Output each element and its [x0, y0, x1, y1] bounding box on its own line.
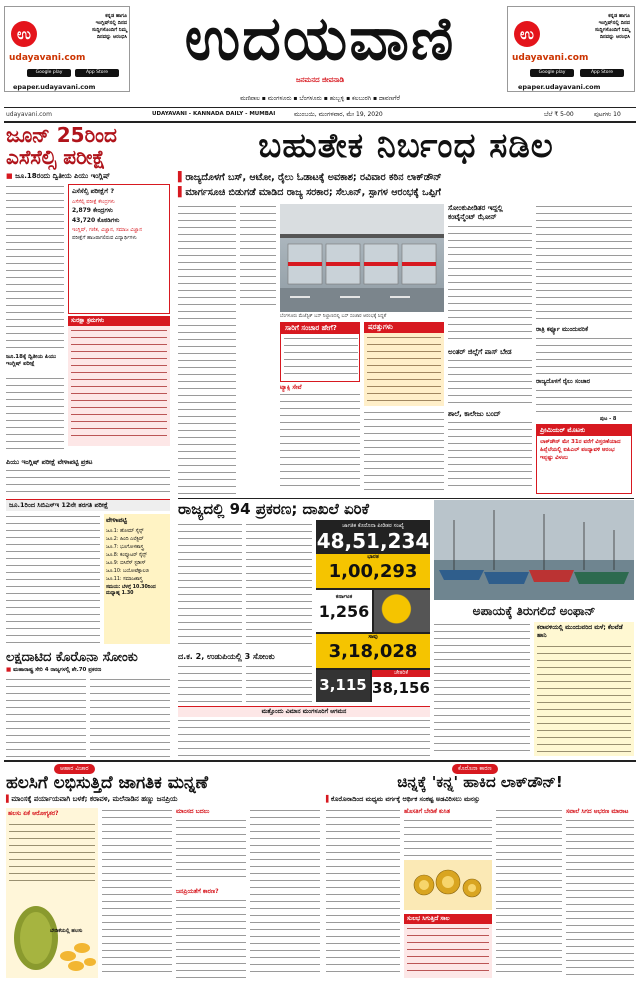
containment-headline: ಸೋಂಕುಪೀಡಿತರ ಇದ್ದಲ್ಲಿ ಕಂಟೈನ್ಮೆಂಟ್ ಝೋನ್	[448, 204, 503, 221]
jackfruit-subhead-text: ಮಾಂಸಕ್ಕೆ ಪರ್ಯಾಯವಾಗಿ ಬಳಕೆ; ಕರಾವಳಿ, ಮಲೆನಾಡಿನ ಹಣ್ಣು ಜನಪ್ರಿಯ	[11, 795, 178, 803]
exam-box-title: ಎಸೆಸೆಲ್ಸಿ ಪರೀಕ್ಷೆಗೆ ?	[72, 187, 115, 195]
dk-udupi-headline: ದ.ಕ. 2, ಉಡುಪಿಯಲ್ಲಿ 3 ಸೋಂಕು	[178, 652, 275, 661]
recovered-label: ಚೇತರಿಕೆ	[372, 670, 430, 677]
ad-line: ಸುದ್ದಿಗಳೊಂದಿಗೆ ನಿಮ್ಮ	[594, 27, 630, 33]
gold-body-4	[566, 818, 634, 978]
google-play-button[interactable]: Google play	[530, 69, 574, 77]
india-cases: 1,00,293	[328, 561, 418, 582]
ad-line: ದಿನವನ್ನು ಆರಂಭಿಸಿ	[96, 34, 127, 40]
cyclone-body-1	[434, 622, 530, 756]
cbse-strip: ಜೂ.1ರಿಂದ ಸಿಬಿಎಸ್‌ಇ 12ನೇ ತರಗತಿ ಪರೀಕ್ಷೆ	[6, 499, 170, 511]
schedule-item: ಜೂ.9: ಬಿಸಿನೆಸ್ ಸ್ಟಡೀಸ್	[106, 561, 146, 566]
recovered-box	[372, 670, 430, 702]
ad-brand: udayavani.com	[512, 53, 589, 63]
exam-subhead-text: ಜೂ.18ರಂದು ದ್ವಿತೀಯ ಪಿಯು ಇಂಗ್ಲಿಷ್	[15, 172, 111, 180]
bus-station-illustration	[280, 204, 444, 312]
loan-body	[407, 926, 489, 976]
udayavani-logo-icon: ಉ	[11, 21, 37, 47]
exam-box-item: 2,879 ಕೇಂದ್ರಗಳು	[72, 207, 113, 214]
india-headline: ಲಕ್ಷದಾಟಿದ ಕೊರೊನಾ ಸೋಂಕು	[6, 650, 138, 665]
flight-body	[178, 718, 430, 758]
ad-line: ಕನ್ನಡ ಹಾಗೂ	[105, 13, 127, 19]
covid-headline: ರಾಜ್ಯದಲ್ಲಿ 94 ಪ್ರಕರಣ; ದಾಖಲೆ ಏರಿಕೆ	[178, 500, 369, 518]
premier-box	[536, 424, 632, 494]
schedule-item: ಜೂ.1: ಹೋಮ್ ಸೈನ್ಸ್	[106, 529, 144, 534]
india-body-1	[6, 677, 86, 757]
boats-illustration	[434, 500, 634, 600]
safety-list	[71, 328, 167, 442]
schedule-item: ಜೂ.10: ಬಯೋಟೆಕ್ನಾಲಜಿ	[106, 569, 149, 574]
health-box	[6, 808, 98, 978]
premier-title: ಪ್ರೀಮಿಯರ್ ಮೊಟಕು	[537, 425, 631, 436]
safety-title: ಸುರಕ್ಷಾ ಕ್ರಮಗಳು	[68, 316, 170, 326]
gold-photo	[404, 860, 492, 910]
conditions-box	[364, 322, 444, 406]
right-ad[interactable]	[507, 6, 635, 92]
coastal-box	[534, 622, 634, 756]
app-store-button[interactable]: App Store	[75, 69, 119, 77]
red-bar-icon: ▌	[178, 187, 186, 198]
food-tag: ಆಹಾರ ವಿಚಾರ	[54, 764, 95, 774]
covid-counter	[316, 520, 430, 702]
gold-body-3	[496, 808, 562, 978]
india-body-2	[90, 677, 170, 757]
india-deaths-box	[316, 670, 370, 702]
schedule-item: ಜೂ.8: ಕಂಪ್ಯೂಟರ್ ಸೈನ್ಸ್	[106, 553, 147, 558]
conditions-box-title: ಷರತ್ತುಗಳು	[364, 322, 444, 333]
taxi-title: ಟ್ಯಾಕ್ಸಿ ಸೇವೆ	[280, 384, 302, 391]
containment-body	[448, 224, 532, 344]
interdistrict-body	[448, 358, 532, 408]
meat-body	[176, 818, 246, 882]
ad-line: ದಿನವನ್ನು ಆರಂಭಿಸಿ	[599, 34, 630, 40]
puc-title: ಪಿಯು ಇಂಗ್ಲಿಷ್ ಪರೀಕ್ಷೆ ವೇಳಾಪಟ್ಟಿ ಪ್ರಕಟ	[6, 458, 93, 466]
masthead-title: ಉದಯವಾಣಿ	[184, 4, 456, 74]
lead-body-2	[240, 204, 276, 309]
app-store-button[interactable]: App Store	[580, 69, 624, 77]
ad-line: ಸುದ್ದಿಗಳೊಂದಿಗೆ ನಿಮ್ಮ	[91, 27, 127, 33]
section-rule	[178, 498, 634, 499]
edition-label: UDAYAVANI - KANNADA DAILY - MUMBAI	[152, 111, 276, 117]
price: ಬೆಲೆ ₹ 5-00	[544, 111, 574, 118]
exam-subhead	[6, 172, 170, 181]
karnataka-box	[316, 590, 372, 632]
gold-body-2	[404, 818, 492, 858]
curfew-body	[536, 336, 632, 376]
ad-line: ಕನ್ನಡ ಹಾಗೂ	[608, 13, 630, 19]
corona-tag: ಕೊರೊನಾ ಕಾರಣ	[452, 764, 498, 774]
exam-body	[6, 184, 64, 350]
exam-info-box	[68, 184, 170, 314]
bus-photo-caption: ಬೆಂಗಳೂರು ಮೆಜೆಸ್ಟಿಕ್ ಬಸ್ ನಿಲ್ದಾಣದಲ್ಲಿ ಬಸ್ ಸಂಚಾರ ಆರಂಭಕ್ಕೆ ಸಿದ್ಧತೆ	[280, 314, 387, 319]
issue-date: ಮುಂಬಯಿ, ಮಂಗಳವಾರ, ಮೇ 19, 2020	[294, 111, 383, 118]
red-bar-icon: ▌	[6, 795, 12, 803]
covid-body-2	[246, 522, 312, 650]
epaper-link[interactable]: epaper.udayavani.com	[13, 83, 96, 91]
deaths-label: ಸಾವು	[368, 634, 378, 640]
lead-sub1-text: ರಾಜ್ಯದೊಳಗೆ ಬಸ್, ಆಟೋ, ರೈಲು ಓಡಾಟಕ್ಕೆ ಅವಕಾಶ; ರವಿವಾರ ಕಠಿನ ಲಾಕ್‌ಡೌನ್	[185, 172, 442, 183]
transport-box-title: ಸಾರಿಗೆ ಸಂಚಾರ ಹೇಗೆ?	[281, 323, 359, 334]
safety-box	[68, 316, 170, 446]
exam-box-item: 43,720 ಕೊಠಡಿಗಳು	[72, 217, 120, 224]
meat-title: ಮಾಂಸದ ಬದಲು	[176, 808, 210, 815]
red-bar-icon: ▌	[178, 172, 186, 183]
lead-body-3	[364, 410, 444, 494]
train-headline: ರಾಜ್ಯದೊಳಗೆ ರೈಲು ಸಂಚಾರ	[536, 378, 591, 385]
jackfruit-body-1	[102, 808, 172, 978]
demand-title: ಹೊಸತಿಗೆ ಬೇಡಿಕೆ ಕುಸಿತ	[404, 808, 451, 815]
red-square-icon: ■	[6, 172, 16, 180]
global-cases: 48,51,234	[316, 529, 430, 553]
popularity-body	[176, 898, 246, 978]
gold-headline: ಚಿನ್ನಕ್ಕೆ 'ಕನ್ನ' ಹಾಕಿದ ಲಾಕ್‌ಡೌನ್!	[397, 773, 563, 791]
left-ad[interactable]	[4, 6, 130, 92]
bottom-rule	[4, 760, 636, 762]
puc-schedule-body	[6, 468, 170, 496]
sale-title: ಸವಾಲೆ ಸಿಗದ ಆಭರಣ ಮಾರಾಟ	[566, 808, 629, 815]
coastal-body	[537, 644, 631, 752]
exam-box-item: ಇಂಗ್ಲಿಷ್, ಗಣಿತ, ವಿಜ್ಞಾನ, ಸಮಾಜ ವಿಜ್ಞಾನ	[72, 227, 143, 233]
schedule-item: ಜೂ.2: ಹಿಂದಿ ಎಲೆಕ್ಟಿವ್	[106, 537, 144, 542]
school-body	[448, 420, 532, 492]
lead-subhead-2	[178, 187, 634, 198]
jackfruit-subhead	[6, 795, 320, 804]
counter-title: ಜಾಗತಿಕ ಕೊರೊನಾ ಪೀಡಿತರ ಸಂಖ್ಯೆ	[342, 523, 404, 529]
gold-subhead-text: ಕೊರೊನಾದಿಂದ ಮಧ್ಯಮ ವರ್ಗಕ್ಕೆ ಆರ್ಥಿಕ ಸಂಕಷ್ಟ ಅಡವಿರಿಸಲು ಮನಸ್ಸು	[331, 795, 480, 803]
india-cases-label: ಭಾರತ	[367, 554, 379, 560]
loan-title: ಸುಲಭ ಸಿಗುತ್ತಿದೆ ಸಾಲ	[404, 914, 492, 924]
popularity-title: ಜನಪ್ರಿಯತೆಗೆ ಕಾರಣ?	[176, 888, 219, 895]
gold-subhead	[326, 795, 634, 804]
puc-subhead: ಜೂ.18ಕ್ಕೆ ದ್ವಿತೀಯ ಪಿಯು ಇಂಗ್ಲಿಷ್ ಪರೀಕ್ಷೆ	[6, 354, 57, 367]
loan-box	[404, 914, 492, 978]
recovered: 38,156	[372, 679, 430, 697]
lead-subhead-1	[178, 172, 634, 183]
jackfruit-headline: ಹಲಸಿಗೆ ಲಭಿಸುತ್ತಿದೆ ಜಾಗತಿಕ ಮನ್ನಣೆ	[6, 773, 209, 793]
bus-station-photo	[280, 204, 444, 312]
cbse-body	[6, 514, 100, 644]
flight-strip: ಮತ್ತೊಂದು ವಿಮಾನ ಮಂಗಳೂರಿಗೆ ಆಗಮನ	[178, 706, 430, 717]
ad-line: ಇಂಗ್ಲಿಷ್‌ನಲ್ಲಿ ದಿನದ	[598, 20, 630, 26]
conditions-box-list	[367, 335, 441, 403]
schedule-item: ಜೂ.11: ಸಮಾಜಶಾಸ್ತ್ರ	[106, 577, 143, 582]
premier-text: ಲಾಕ್‌ಡೌನ್ ಮೇ 31ರ ವರೆಗೆ ವಿಸ್ತರಣೆಯಾದ ಹಿನ್ನೆಲೆಯಲ್ಲಿ ಐಪಿಎಲ್ ಪಂದ್ಯಾವಳಿ ಆರಂಭ ಇನ್ನಷ್ಟು ವಿಳಂಬ	[540, 439, 621, 461]
jackfruit-body-3	[250, 808, 320, 978]
schedule-box	[104, 514, 170, 644]
ad-copy	[47, 13, 127, 41]
schedule-title: ವೇಳಾಪಟ್ಟಿ	[106, 516, 128, 524]
india-subhead	[6, 667, 170, 674]
cyclone-headline: ಅಪಾಯಕ್ಕೆ ತಿರುಗಲಿದೆ ಅಂಫಾನ್	[472, 604, 596, 618]
ad-brand: udayavani.com	[9, 53, 86, 63]
transport-box-list	[284, 336, 358, 380]
jackfruit-caption: ಬೇಡಿಕೆಯಲ್ಲಿ ಹಲಸು	[50, 928, 83, 934]
google-play-button[interactable]: Google play	[27, 69, 71, 77]
schedule-item: ಸಮಯ: ಬೆಳಗ್ಗೆ 10.30ರಿಂದ ಮಧ್ಯಾಹ್ನ 1.30	[106, 585, 156, 596]
lead-sub2-text: ಮಾರ್ಗಸೂಚಿ ಬಿಡುಗಡೆ ಮಾಡಿದ ರಾಜ್ಯ ಸರಕಾರ; ಸೆಲೂನ್, ಸ್ಪಾಗಳ ಆರಂಭಕ್ಕೆ ಒಪ್ಪಿಗೆ	[185, 187, 441, 198]
virus-graphic	[374, 590, 430, 632]
lead-body-1	[178, 204, 236, 494]
train-body	[536, 388, 632, 416]
red-bar-icon: ▌	[326, 795, 331, 803]
lead-right-body	[536, 204, 632, 324]
deaths: 3,18,028	[328, 641, 418, 662]
dk-udupi-body-1	[178, 664, 242, 704]
health-list	[9, 822, 95, 884]
interdistrict-headline: ಅಂತರ್ ಜಿಲ್ಲೆಗೆ ಪಾಸ್ ಬೇಡ	[448, 348, 512, 356]
puc-body	[6, 376, 64, 452]
continued-ref: ಪುಟ - 8	[600, 416, 617, 422]
coastal-title: ಕರಾವಳಿಯಲ್ಲಿ ಮುಂದುವರಿದ ಮಳೆ; ಕೆಲವೆಡೆ ಹಾನಿ	[537, 624, 623, 639]
ad-copy	[550, 13, 630, 41]
gold-body-1	[326, 808, 400, 978]
exam-headline: ಜೂನ್ 25ರಿಂದ ಎಸೆಸೆಲ್ಸಿ ಪರೀಕ್ಷೆ	[6, 123, 117, 169]
taxi-body	[280, 392, 360, 492]
health-box-title: ಹಲಸು ಏಕೆ ಆರೋಗ್ಯಕರ?	[8, 810, 59, 817]
deaths-box	[316, 634, 430, 668]
exam-box-item: ಎಸೆಸೆಲ್ಸಿ ಪರೀಕ್ಷೆ ಕೇಂದ್ರಗಳು	[72, 199, 115, 205]
meat-box	[176, 808, 246, 978]
lead-headline: ಬಹುತೇಕ ನಿರ್ಬಂಧ ಸಡಿಲ	[258, 126, 554, 166]
india-cases-box	[316, 554, 430, 588]
transport-box	[280, 322, 360, 382]
india-deaths: 3,115	[319, 676, 367, 694]
school-headline: ಶಾಲೆ, ಕಾಲೇಜು ಬಂದ್	[448, 410, 501, 418]
karnataka-label: ಕರ್ನಾಟಕ	[335, 594, 353, 600]
karnataka-cases: 1,256	[318, 602, 370, 621]
schedule-item: ಜೂ.7: ಭೂಗೋಳಶಾಸ್ತ್ರ	[106, 545, 144, 550]
dateline	[4, 109, 636, 120]
page-count: ಪುಟಗಳು 10	[594, 111, 621, 118]
red-square-icon: ■	[6, 667, 14, 673]
india-subhead-text: ಮಹಾರಾಷ್ಟ್ರ ಸೇರಿ 4 ರಾಜ್ಯಗಳಲ್ಲಿ ಶೇ.70 ಪ್ರಕರಣ	[13, 667, 102, 673]
epaper-link[interactable]: epaper.udayavani.com	[518, 83, 601, 91]
udayavani-logo-icon: ಉ	[514, 21, 540, 47]
masthead-tagline: ಜನಮನದ ಜೀವನಾಡಿ	[295, 76, 345, 84]
dk-udupi-body-2	[246, 664, 312, 704]
covid-body-1	[178, 522, 242, 650]
website-link[interactable]: udayavani.com	[6, 111, 52, 118]
ad-line: ಇಂಗ್ಲಿಷ್‌ನಲ್ಲಿ ದಿನದ	[95, 20, 127, 26]
exam-box-item: ಪರೀಕ್ಷೆಗೆ ಹಾಜರಾಗಲಿರುವ ವಿದ್ಯಾರ್ಥಿಗಳು	[72, 235, 137, 241]
curfew-headline: ರಾತ್ರಿ ಕರ್ಫ್ಯೂ ಮುಂದುವರಿಕೆ	[536, 326, 589, 333]
cyclone-photo	[434, 500, 634, 600]
masthead-editions: ಮಣಿಪಾಲ ▪ ಮಂಗಳೂರು ▪ ಬೆಂಗಳೂರು ▪ ಹುಬ್ಬಳ್ಳಿ ▪ ಕಲಬುರಗಿ ▪ ದಾವಣಗೆರೆ	[240, 95, 400, 102]
gold-jewelry-illustration	[404, 860, 492, 910]
masthead-rule	[4, 107, 636, 108]
